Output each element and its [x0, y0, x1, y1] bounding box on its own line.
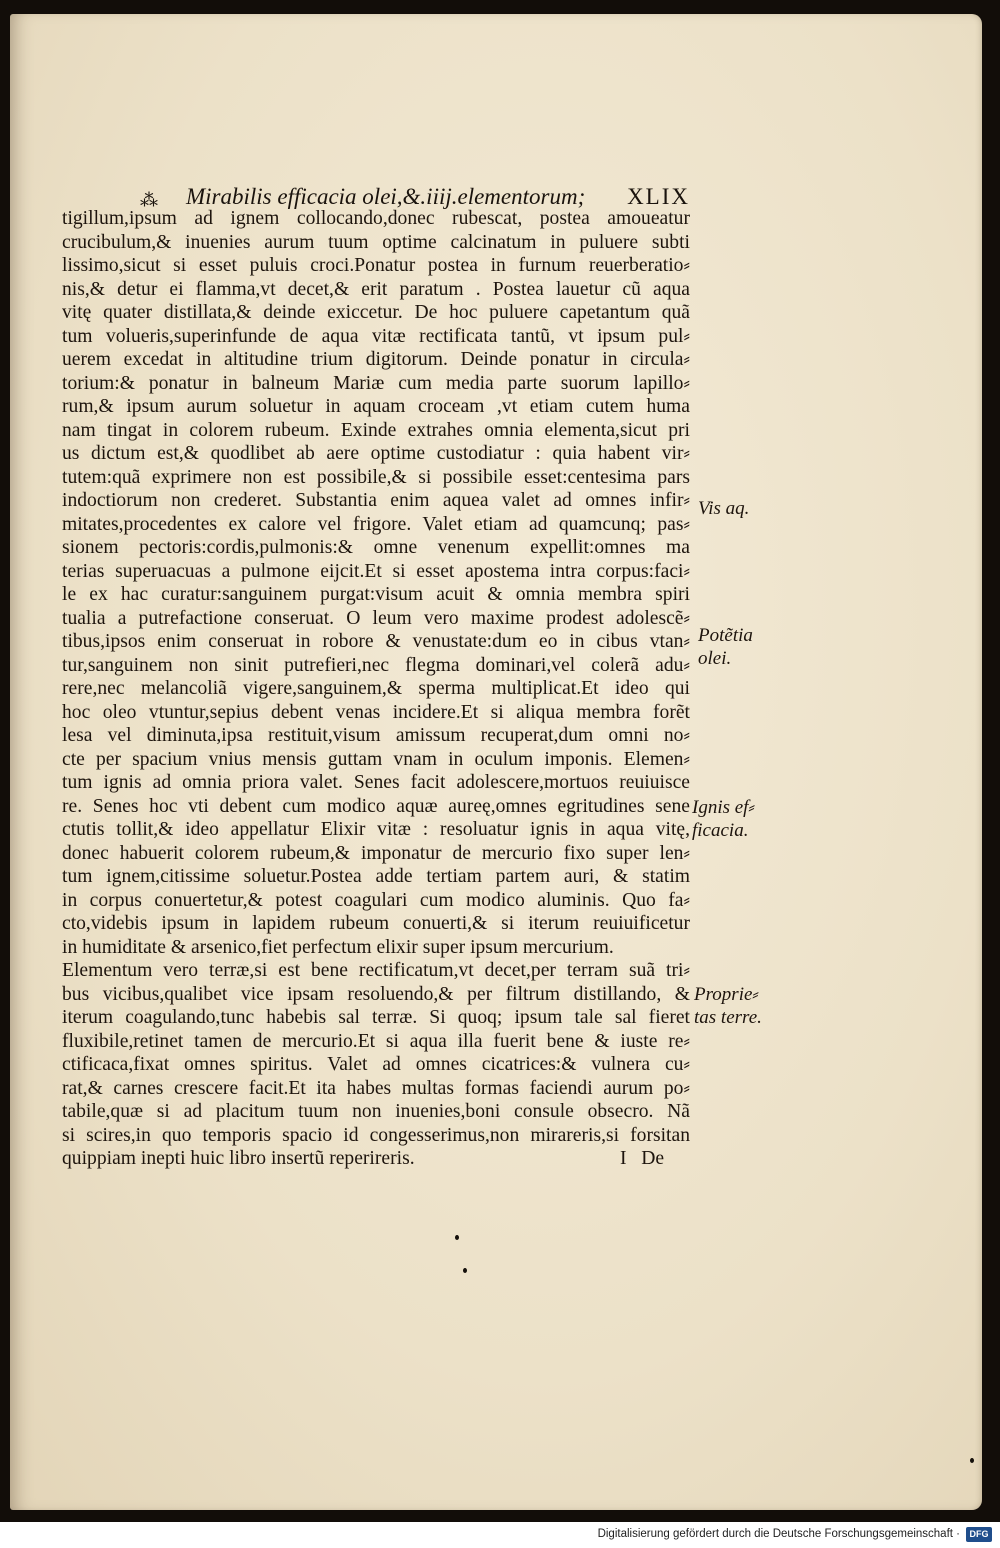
text-line: us dictum est,& quodlibet ab aere optime custodiatur : quia habent vir⸗ [62, 443, 690, 464]
main-text-block [62, 207, 690, 1171]
text-line: lesa vel diminuta,ipsa restituit,visum amissum recuperat,dum omni no⸗ [62, 725, 690, 746]
text-line: tur,sanguinem non sinit putrefieri,nec flegma dominari,vel colerã adu⸗ [62, 654, 690, 676]
footer-credit: Digitalisierung gefördert durch die Deutsche Forschungsgemeinschaft · [597, 1528, 960, 1540]
marginal-gloss-vis-aquae [698, 497, 788, 520]
text-line: hoc oleo vtuntur,sepius debent venas incidere.Et si aliqua membra forẽt [62, 701, 690, 723]
marginal-gloss-potentia-olei [698, 624, 788, 670]
text-line: rere,nec melancoliã vigere,sanguinem,& sperma multiplicat.Et ideo qui [62, 678, 690, 699]
text-line: fluxibile,retinet tamen de mercurio.Et si aqua illa fuerit bene & iuste re⸗ [62, 1030, 690, 1052]
marginal-gloss-ignis-efficacia [692, 796, 782, 842]
text-line: bus vicibus,qualibet vice ipsam resoluendo,& per filtrum distillando, & [62, 983, 690, 1005]
running-head-title: Mirabilis efficacia olei,&.iiij.elementorum; [186, 184, 586, 209]
text-line: in humiditate & arsenico,fiet perfectum elixir super ipsum mercurium. [62, 936, 614, 958]
text-line: uerem excedat in altitudine trium digitorum. Deinde ponatur in circula⸗ [62, 349, 690, 370]
text-line: re. Senes hoc vti debent cum modico aquæ aureę,omnes egritudines sene [62, 795, 690, 817]
text-line: nam tingat in colorem rubeum. Exinde extrahes omnia elementa,sicut pri [62, 419, 690, 441]
text-line: si scires,in quo temporis spacio id congesserimus,non mirareris,si forsitan [62, 1124, 690, 1146]
gloss-line: tas terre. [694, 1007, 762, 1028]
text-line: tigillum,ipsum ad ignem collocando,donec rubescat, postea amoueatur [62, 208, 690, 229]
gloss-line: Proprie⸗ [694, 984, 759, 1005]
text-line: tabile,quæ si ad placitum tuum non inuenies,boni consule obsecro. Nã [62, 1101, 690, 1122]
marginal-gloss-proprietas-terre [694, 983, 784, 1029]
text-line: terias superuacuas a pulmone eijcit.Et si esset apostema intra corpus:faci⸗ [62, 560, 690, 582]
gloss-line: ficacia. [692, 820, 749, 841]
text-line: tum volueris,superinfunde de aqua vitæ rectificata tantũ, vt ipsum pul⸗ [62, 325, 690, 347]
text-line: tum ignis ad omnia priora valet. Senes facit adolescere,mortuos reuiuisce [62, 772, 690, 793]
text-line: ctutis tollit,& ideo appellatur Elixir vitæ : resoluatur ignis in aqua vitę, [62, 819, 690, 840]
text-line: cte per spacium vnius mensis guttam vnam in oculum imponis. Elemen⸗ [62, 748, 690, 770]
dfg-logo-icon: DFG [966, 1527, 992, 1542]
footer-bar [0, 1522, 1000, 1548]
text-line: sionem pectoris:cordis,pulmonis:& omne venenum expellit:omnes ma [62, 537, 690, 558]
text-line: donec habuerit colorem rubeum,& imponatur de mercurio fixo super len⸗ [62, 842, 690, 864]
text-line: mitates,procedentes ex calore vel frigore. Valet etiam ad quamcunq; pas⸗ [62, 513, 690, 535]
text-line: tum ignem,citissime soluetur.Postea adde tertiam partem auri, & statim [62, 866, 690, 887]
text-line: rum,& ipsum aurum soluetur in aquam croceam ,vt etiam cutem huma [62, 396, 690, 417]
text-line: tibus,ipsos enim conseruat in robore & venustate:dum eo in cibus vtan⸗ [62, 631, 690, 652]
text-line: torium:& ponatur in balneum Mariæ cum media parte suorum lapillo⸗ [62, 372, 690, 394]
gloss-line: Ignis ef⸗ [692, 797, 755, 818]
text-line: lissimo,sicut si esset puluis croci.Ponatur postea in furnum reuerberatio⸗ [62, 255, 690, 276]
text-line: le ex hac curatur:sanguinem purgat:visum acuit & omnia membra spiri [62, 584, 690, 605]
ornament-dot [455, 1235, 459, 1240]
gloss-line: olei. [698, 648, 732, 669]
text-line: crucibulum,& inuenies aurum tuum optime calcinatum in puluere subti [62, 231, 690, 253]
text-line: in corpus conuertetur,& potest coagulari cum modico aluminis. Quo fa⸗ [62, 889, 690, 911]
text-line: nis,& detur ei flamma,vt decet,& erit paratum . Postea lauetur cũ aqua [62, 278, 690, 300]
catchword: I De [620, 1148, 665, 1169]
text-line: iterum coagulando,tunc habebis sal terræ. Si quoq; ipsum tale sal fieret [62, 1007, 690, 1028]
folio-number: XLIX [627, 184, 690, 209]
text-line: cto,videbis ipsum in lapidem rubeum conuerti,& si iterum reuiuificetur [62, 913, 690, 934]
text-line: indoctiorum non crederet. Substantia enim aquea valet ad omnes infir⸗ [62, 490, 690, 511]
text-line: rat,& carnes crescere facit.Et ita habes multas formas faciendi aurum po⸗ [62, 1077, 690, 1099]
text-line: Elementum vero terræ,si est bene rectificatum,vt decet,per terram suã tri⸗ [62, 960, 690, 981]
text-line: tutem:quã exprimere non est possibile,& si possibile esset:centesima pars [62, 466, 690, 488]
ornament-dot [463, 1268, 467, 1273]
gloss-line: Vis aq. [698, 498, 750, 519]
text-line: quippiam inepti huic libro insertũ reperireris. [62, 1148, 415, 1169]
ornament-dot [970, 1458, 974, 1463]
text-line: tualia a putrefactione conseruat. O leum vero maxime prodest adolescẽ⸗ [62, 607, 690, 629]
text-line: ctificaca,fixat omnes spiritus. Valet ad omnes cicatrices:& vulnera cu⸗ [62, 1054, 690, 1075]
gloss-line: Potẽtia [698, 625, 753, 646]
text-line: vitę quater distillata,& deinde exiccetur. De hoc puluere capetantum quã [62, 302, 690, 323]
running-head-mark: ⁂ [140, 190, 158, 210]
